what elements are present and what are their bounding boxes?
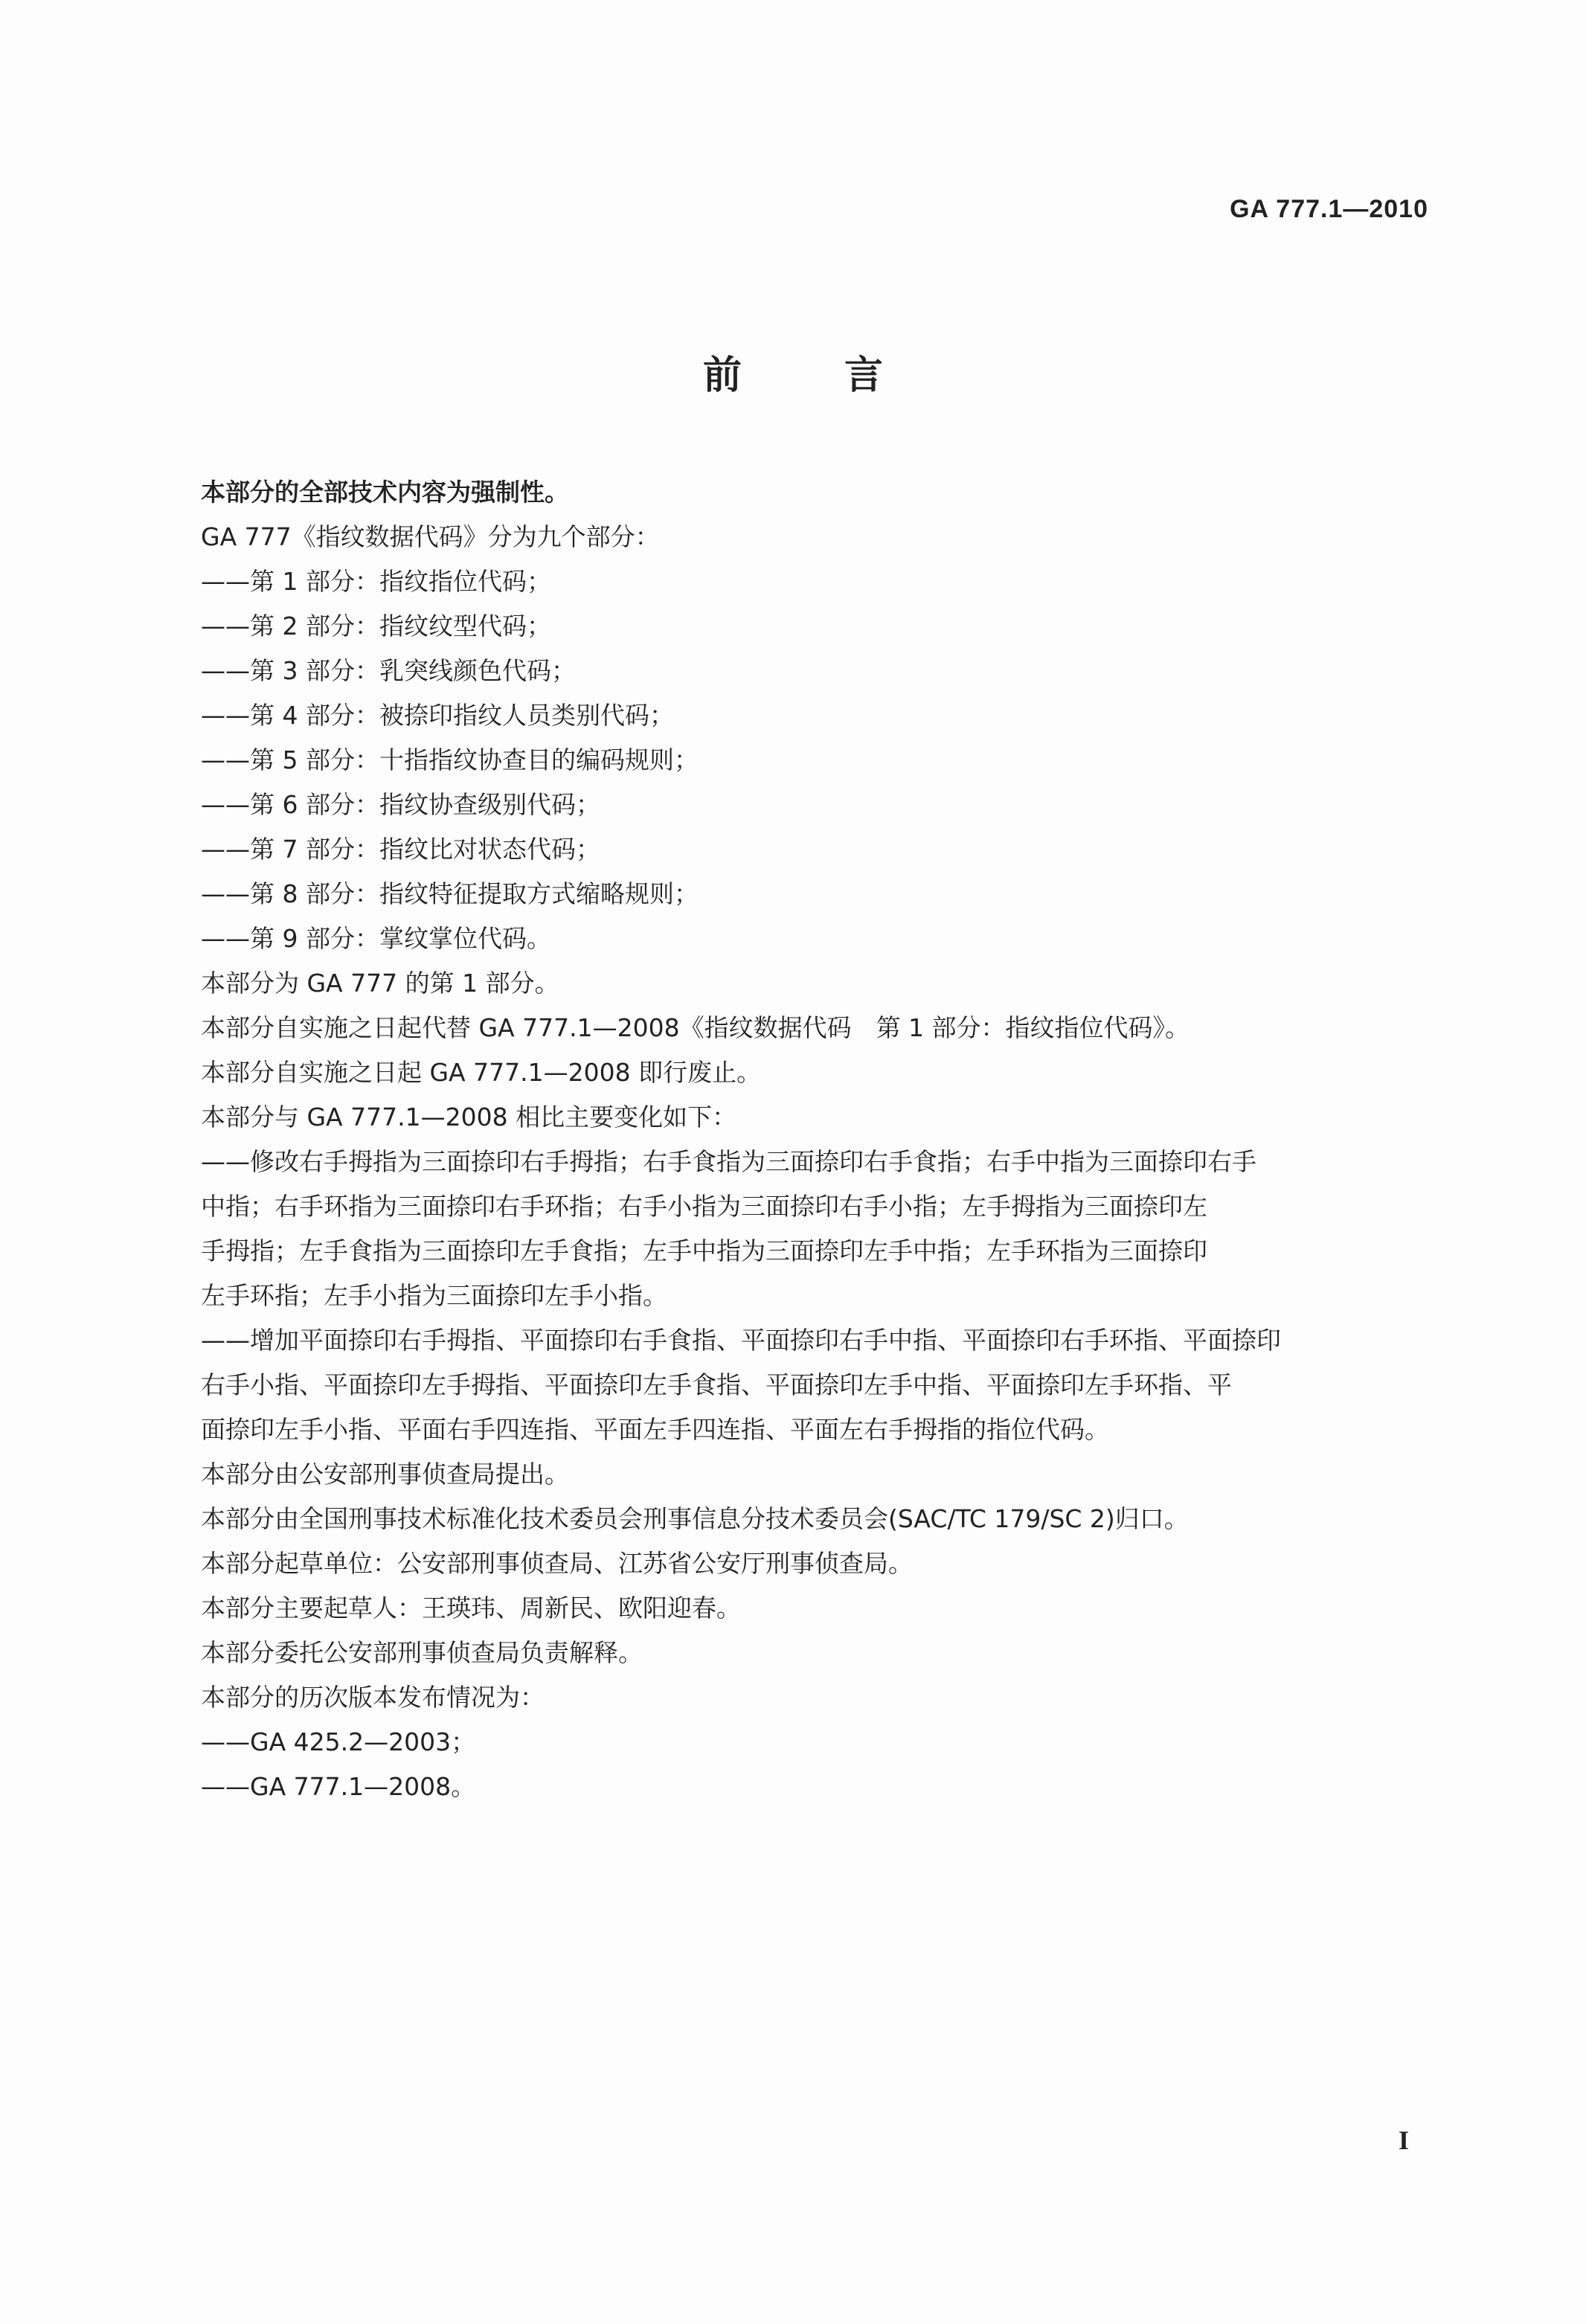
change-item-1-line-3: 手拇指；左手食指为三面捺印左手食指；左手中指为三面捺印左手中指；左手环指为三面捺印 [201, 1236, 1207, 1265]
replace-statement: 本部分自实施之日起代替 GA 777.1—2008《指纹数据代码 第 1 部分：指纹指位代码》。 [201, 1013, 1190, 1042]
centralized-by: 本部分由全国刑事技术标准化技术委员会刑事信息分技术委员会(SAC/TC 179/SC 2)归口。 [201, 1504, 1189, 1533]
history-intro: 本部分的历次版本发布情况为： [201, 1683, 545, 1712]
change-item-1-line-4: 左手环指；左手小指为三面捺印左手小指。 [201, 1281, 667, 1310]
part-item-9: ——第 9 部分：掌纹掌位代码。 [201, 924, 551, 953]
history-item-1: ——GA 425.2—2003； [201, 1727, 476, 1756]
changes-intro: 本部分与 GA 777.1—2008 相比主要变化如下： [201, 1102, 737, 1131]
drafters: 本部分主要起草人：王瑛玮、周新民、欧阳迎春。 [201, 1593, 741, 1622]
change-item-1-line-1: ——修改右手拇指为三面捺印右手拇指；右手食指为三面捺印右手食指；右手中指为三面捺印右手 [201, 1147, 1256, 1176]
part-item-1: ——第 1 部分：指纹指位代码； [201, 567, 551, 596]
page-number: I [1398, 2125, 1409, 2155]
drafting-units: 本部分起草单位：公安部刑事侦查局、江苏省公安厅刑事侦查局。 [201, 1549, 913, 1578]
part-item-7: ——第 7 部分：指纹比对状态代码； [201, 835, 600, 864]
history-item-2: ——GA 777.1—2008。 [201, 1772, 476, 1801]
interpretation: 本部分委托公安部刑事侦查局负责解释。 [201, 1638, 643, 1667]
change-item-2-line-2: 右手小指、平面捺印左手拇指、平面捺印左手食指、平面捺印左手中指、平面捺印左手环指、平 [201, 1370, 1232, 1399]
change-item-2-line-1: ——增加平面捺印右手拇指、平面捺印右手食指、平面捺印右手中指、平面捺印右手环指、平面捺印 [201, 1326, 1281, 1355]
foreword-content [201, 470, 1436, 1809]
part-item-6: ——第 6 部分：指纹协查级别代码； [201, 790, 600, 819]
mandatory-note: 本部分的全部技术内容为强制性。 [201, 478, 569, 507]
part-item-3: ——第 3 部分：乳突线颜色代码； [201, 656, 576, 685]
proposed-by: 本部分由公安部刑事侦查局提出。 [201, 1460, 569, 1489]
part-statement: 本部分为 GA 777 的第 1 部分。 [201, 969, 559, 998]
change-item-2-line-3: 面捺印左手小指、平面右手四连指、平面左手四连指、平面左右手拇指的指位代码。 [201, 1415, 1109, 1444]
standard-code: GA 777.1—2010 [1230, 195, 1428, 223]
parts-intro: GA 777《指纹数据代码》分为九个部分： [201, 522, 660, 551]
page-title: 前 言 [702, 353, 928, 398]
abolish-statement: 本部分自实施之日起 GA 777.1—2008 即行废止。 [201, 1058, 762, 1087]
part-item-5: ——第 5 部分：十指指纹协查目的编码规则； [201, 745, 699, 774]
part-item-2: ——第 2 部分：指纹纹型代码； [201, 612, 551, 641]
change-item-2 [201, 1318, 1436, 1452]
change-item-1 [201, 1140, 1436, 1318]
part-item-8: ——第 8 部分：指纹特征提取方式缩略规则； [201, 879, 699, 908]
change-item-1-line-2: 中指；右手环指为三面捺印右手环指；右手小指为三面捺印右手小指；左手拇指为三面捺印左 [201, 1192, 1207, 1221]
part-item-4: ——第 4 部分：被捺印指纹人员类别代码； [201, 701, 674, 730]
